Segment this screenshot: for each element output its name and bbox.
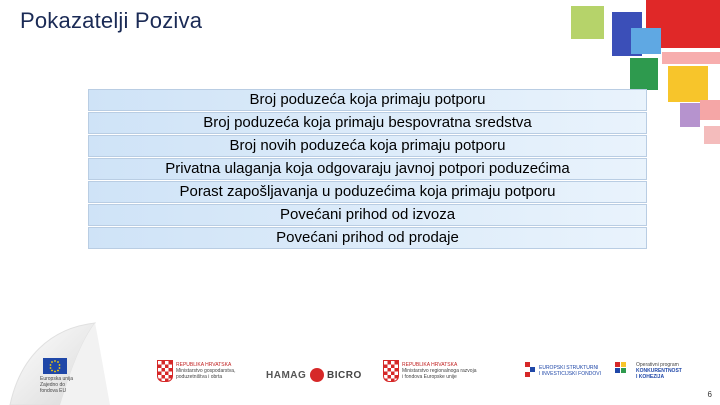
- ministry-1-line3: poduzetništva i obrta: [176, 374, 223, 380]
- list-item: Broj poduzeća koja primaju bespovratna sredstva: [88, 112, 647, 134]
- eu-text-2: Zajedno do fondova EU: [40, 382, 67, 394]
- bicro-logo: BICRO: [327, 370, 362, 381]
- croatian-coat-of-arms-icon: [157, 360, 173, 382]
- esif-line2: I INVESTICIJSKI FONDOVI: [539, 371, 601, 377]
- op-icon: [614, 360, 632, 380]
- list-item: Broj novih poduzeća koja primaju potporu: [88, 135, 647, 157]
- hamag-logo: HAMAG: [266, 370, 307, 381]
- ministry-2-line3: i fondova Europske unije: [402, 374, 457, 380]
- list-item: Privatna ulaganja koja odgovaraju javnoj potpori poduzećima: [88, 158, 647, 180]
- croatian-coat-of-arms-icon: [383, 360, 399, 382]
- op-line3: I KOHEZIJA: [636, 374, 665, 380]
- list-item: Broj poduzeća koja primaju potporu: [88, 89, 647, 111]
- list-item: Porast zapošljavanja u poduzećima koja primaju potporu: [88, 181, 647, 203]
- ministry-1-line2: Ministarstvo gospodarstva,: [176, 368, 236, 374]
- op-line2: KONKURENTNOST: [636, 368, 682, 374]
- esif-line1: EUROPSKI STRUKTURNI: [539, 365, 599, 371]
- list-item: Povećani prihod od prodaje: [88, 227, 647, 249]
- hamag-dot-icon: [310, 368, 324, 382]
- list-item: Povećani prihod od izvoza: [88, 204, 647, 226]
- ministry-1-line1: REPUBLIKA HRVATSKA: [176, 362, 232, 368]
- ministry-2-line1: REPUBLIKA HRVATSKA: [402, 362, 458, 368]
- ministry-2-line2: Ministarstvo regionalnoga razvoja: [402, 368, 477, 374]
- eu-flag-icon: [43, 358, 67, 374]
- indicators-list: [88, 89, 647, 250]
- op-line1: Operativni program: [636, 362, 679, 368]
- footer-logos: [0, 348, 720, 405]
- eu-text-1: Europska unija: [40, 376, 74, 382]
- esif-icon: [523, 360, 537, 380]
- page-number: 6: [707, 390, 712, 399]
- slide-title: Pokazatelji Poziva: [20, 8, 203, 33]
